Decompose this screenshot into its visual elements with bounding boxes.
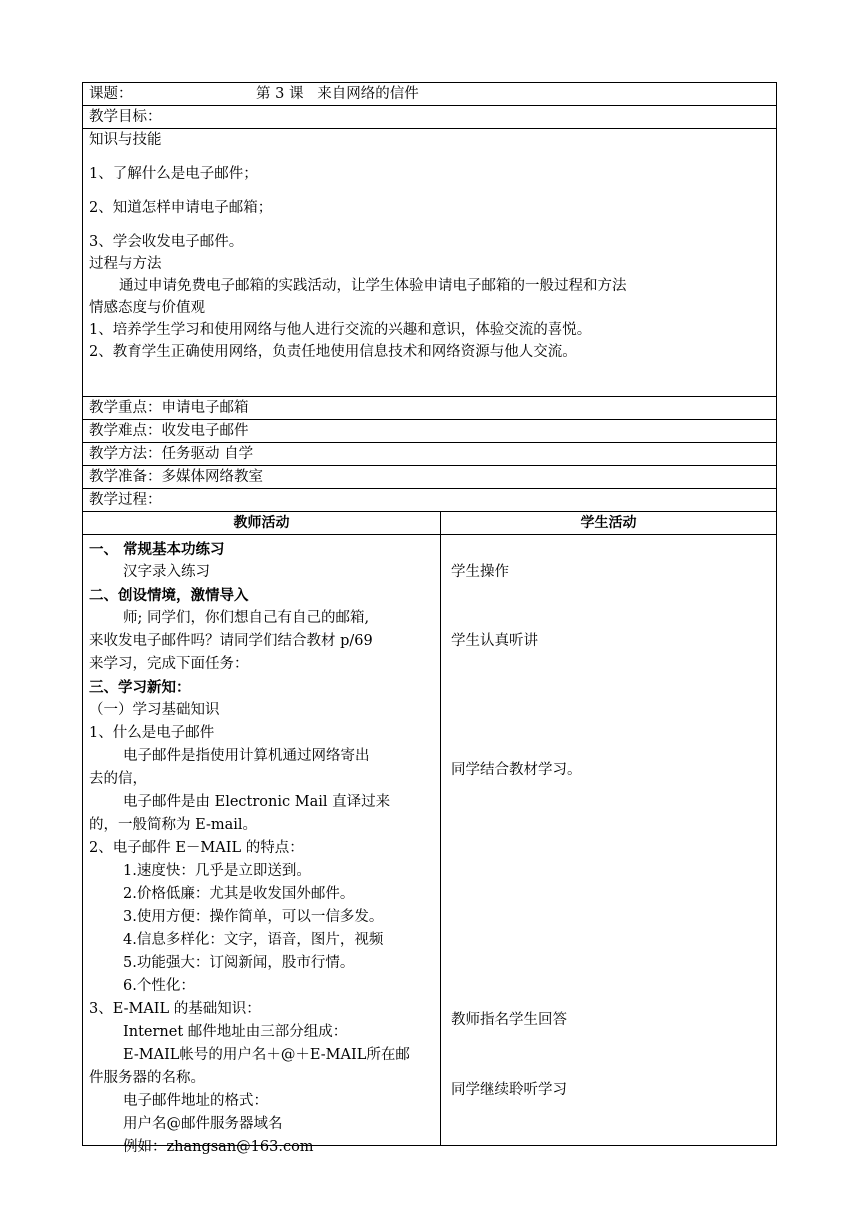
teacher-line: 用户名@邮件服务器域名	[123, 1116, 283, 1132]
knowledge-item-1: 1、了解什么是电子邮件；	[89, 166, 258, 182]
teacher-line: 二、创设情境，激情导入	[89, 587, 249, 604]
teacher-line: 2.价格低廉：尤其是收发国外邮件。	[123, 886, 355, 902]
teacher-line: 1、什么是电子邮件	[89, 725, 215, 741]
teacher-activity-header: 教师活动	[83, 512, 441, 534]
knowledge-heading: 知识与技能	[89, 132, 162, 148]
teacher-line: 6.个性化：	[123, 978, 195, 994]
teacher-line: 来学习，完成下面任务：	[89, 656, 249, 672]
prep-text: 教学准备：多媒体网络教室	[89, 469, 263, 485]
lesson-plan-table	[82, 82, 777, 1155]
key-point-row	[83, 397, 776, 420]
teacher-line: 电子邮件是指使用计算机通过网络寄出	[123, 748, 370, 764]
teacher-line: 的，一般简称为 E-mail。	[89, 817, 258, 833]
process-label: 教学过程：	[89, 492, 162, 508]
student-activity-header: 学生活动	[580, 515, 637, 531]
difficulty-text: 教学难点：收发电子邮件	[89, 423, 249, 439]
attitude-item-1: 1、培养学生学习和使用网络与他人进行交流的兴趣和意识，体验交流的喜悦。	[89, 322, 592, 338]
method-row	[83, 443, 776, 466]
teacher-line: 来收发电子邮件吗？请同学们结合教材 p/69	[89, 633, 373, 649]
objectives-label: 教学目标：	[89, 109, 162, 125]
teacher-line: （一）学习基础知识	[89, 702, 220, 718]
student-note-5: 同学继续聆听学习	[451, 1082, 567, 1098]
process-text: 通过申请免费电子邮箱的实践活动，让学生体验申请电子邮箱的一般过程和方法	[119, 278, 627, 294]
attitude-heading: 情感态度与价值观	[89, 300, 205, 316]
teacher-line: 件服务器的名称。	[89, 1070, 205, 1086]
student-activity-cell	[441, 535, 776, 1145]
method-text: 教学方法：任务驱动 自学	[89, 446, 254, 462]
activity-header-row	[83, 512, 776, 535]
teacher-line: 1.速度快：几乎是立即送到。	[123, 863, 311, 879]
teacher-line: 电子邮件是由 Electronic Mail 直译过来	[123, 794, 391, 810]
teacher-line: 4.信息多样化：文字，语音，图片，视频	[123, 932, 384, 948]
key-point-text: 教学重点：申请电子邮箱	[89, 400, 249, 416]
process-heading: 过程与方法	[89, 256, 162, 272]
teacher-line: 汉字录入练习	[123, 564, 210, 580]
title-row	[83, 83, 776, 106]
process-row	[83, 489, 776, 512]
teacher-line: E-MAIL帐号的用户名＋@＋E-MAIL所在邮	[123, 1047, 410, 1063]
teacher-line: 一、 常规基本功练习	[89, 541, 225, 558]
student-note-3: 同学结合教材学习。	[451, 762, 582, 778]
knowledge-item-3: 3、学会收发电子邮件。	[89, 234, 244, 250]
student-note-4: 教师指名学生回答	[451, 1012, 567, 1028]
teacher-line: 5.功能强大：订阅新闻，股市行情。	[123, 955, 355, 971]
difficulty-row	[83, 420, 776, 443]
lesson-title: 第 3 课 来自网络的信件	[256, 86, 419, 102]
teacher-line: 例如：zhangsan@163.com	[123, 1139, 314, 1155]
attitude-item-2: 2、教育学生正确使用网络，负责任地使用信息技术和网络资源与他人交流。	[89, 344, 577, 360]
teacher-line: Internet 邮件地址由三部分组成：	[123, 1024, 348, 1040]
objectives-label-row	[83, 106, 776, 129]
student-note-2: 学生认真听讲	[451, 633, 538, 649]
prep-row	[83, 466, 776, 489]
student-note-1: 学生操作	[451, 564, 509, 580]
title-label: 课题：	[89, 86, 133, 102]
teacher-line: 2、电子邮件 E－MAIL 的特点：	[89, 840, 304, 856]
teacher-line: 电子邮件地址的格式：	[123, 1093, 268, 1109]
teacher-line: 师; 同学们，你们想自己有自己的邮箱,	[123, 610, 370, 626]
teacher-activity-cell	[83, 535, 441, 1155]
teacher-line: 去的信，	[89, 771, 147, 787]
teacher-line: 3.使用方便：操作简单，可以一信多发。	[123, 909, 384, 925]
knowledge-item-2: 2、知道怎样申请电子邮箱；	[89, 200, 273, 216]
teacher-line: 三、学习新知：	[89, 679, 191, 696]
objectives-cell	[83, 129, 776, 397]
teacher-line: 3、E-MAIL 的基础知识：	[89, 1001, 261, 1017]
activity-body-row	[83, 535, 776, 1155]
